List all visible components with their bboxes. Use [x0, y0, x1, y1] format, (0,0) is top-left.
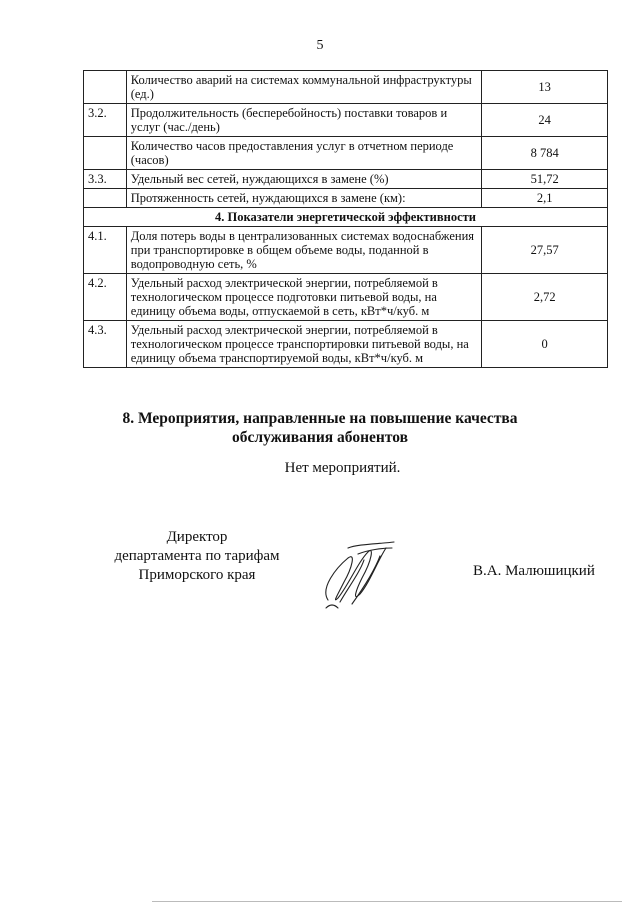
indicator-name: Удельный расход электрической энергии, потребляемой в технологическом процессе транспортировки питьевой воды, на единицу объема транспортируемой воды, кВт*ч/куб. м — [126, 321, 482, 368]
indicator-name: Продолжительность (бесперебойность) поставки товаров и услуг (час./день) — [126, 104, 482, 137]
indicator-name: Протяженность сетей, нуждающихся в замене (км): — [126, 189, 482, 208]
section-8-heading-line1: 8. Мероприятия, направленные на повышение качества — [122, 410, 518, 427]
row-number — [84, 71, 127, 104]
no-measures-text: Нет мероприятий. — [284, 460, 401, 476]
table-row — [84, 137, 608, 170]
row-number: 3.2. — [84, 104, 127, 137]
table-row — [84, 321, 608, 368]
table-row — [84, 170, 608, 189]
indicator-name: Количество аварий на системах коммунальной инфраструктуры (ед.) — [126, 71, 482, 104]
signatory-title-line1: Директор — [166, 529, 228, 545]
scan-edge-line — [152, 901, 622, 902]
section-row — [84, 208, 608, 227]
table-row — [84, 104, 608, 137]
indicators-table — [83, 70, 608, 368]
row-number: 4.3. — [84, 321, 127, 368]
indicator-name: Доля потерь воды в централизованных системах водоснабжения при транспортировке в общем объеме воды, поданной в водопроводную сеть, % — [126, 227, 482, 274]
table-row — [84, 274, 608, 321]
row-number — [84, 189, 127, 208]
indicator-value: 24 — [482, 104, 608, 137]
indicator-value: 13 — [482, 71, 608, 104]
indicators-table-body — [84, 71, 608, 368]
indicator-value: 8 784 — [482, 137, 608, 170]
signatory-title-line2: департамента по тарифам — [114, 548, 280, 564]
indicator-value: 2,72 — [482, 274, 608, 321]
signatory-name: В.А. Малюшицкий — [473, 563, 595, 579]
indicator-value: 0 — [482, 321, 608, 368]
indicator-value: 27,57 — [482, 227, 608, 274]
handwritten-signature — [318, 538, 398, 610]
signatory-title — [97, 528, 297, 585]
row-number — [84, 137, 127, 170]
section-8-heading-line2: обслуживания абонентов — [232, 429, 408, 446]
table-row — [84, 189, 608, 208]
row-number: 3.3. — [84, 170, 127, 189]
table-row — [84, 227, 608, 274]
indicator-name: Удельный вес сетей, нуждающихся в замене (%) — [126, 170, 482, 189]
signatory-title-line3: Приморского края — [138, 567, 256, 583]
indicator-name: Количество часов предоставления услуг в отчетном периоде (часов) — [126, 137, 482, 170]
indicator-value: 51,72 — [482, 170, 608, 189]
indicator-value: 2,1 — [482, 189, 608, 208]
row-number: 4.1. — [84, 227, 127, 274]
indicator-name: Удельный расход электрической энергии, потребляемой в технологическом процессе подготовки питьевой воды, на единицу объема воды, отпускаемой в сеть, кВт*ч/куб. м — [126, 274, 482, 321]
section-title: 4. Показатели энергетической эффективности — [84, 208, 608, 227]
table-row — [84, 71, 608, 104]
row-number: 4.2. — [84, 274, 127, 321]
section-8-heading — [0, 409, 640, 447]
page-number: 5 — [316, 38, 324, 53]
